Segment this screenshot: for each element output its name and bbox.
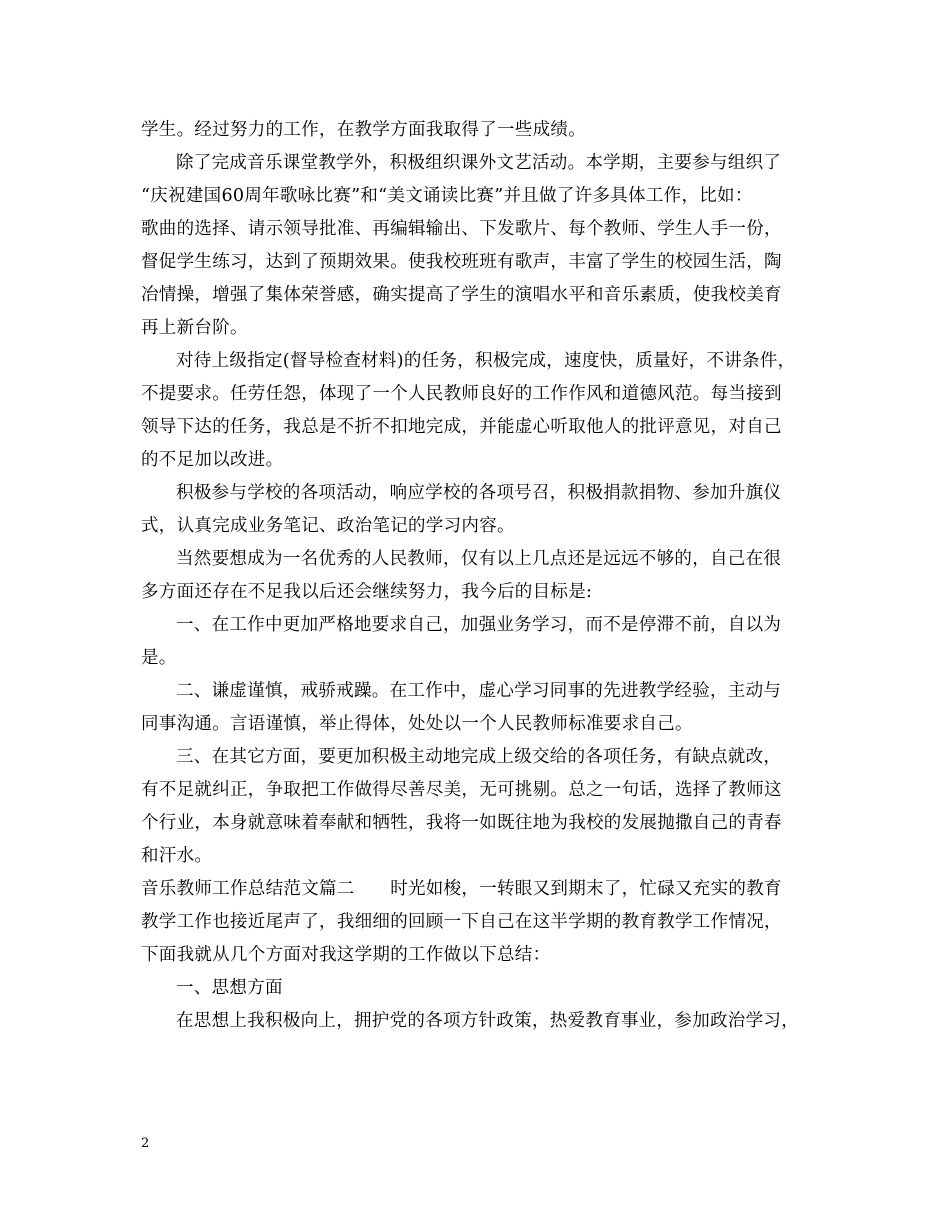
text-line: 不提要求。任劳任怨，体现了一个人民教师良好的工作作风和道德风范。每当接到 — [141, 384, 782, 404]
text-line: 是。 — [141, 648, 177, 668]
section-title-line: 音乐教师工作总结范文篇二 时光如梭，一转眼又到期末了，忙碌又充实的教育 — [141, 879, 782, 899]
text-line: “庆祝建国60周年歌咏比赛”和“美文诵读比赛”并且做了许多具体工作，比如： — [141, 186, 753, 206]
subheading-line: 一、思想方面 — [176, 978, 283, 998]
paragraph-first-line: 一、在工作中更加严格地要求自己，加强业务学习，而不是停滞不前，自以为 — [176, 615, 782, 635]
text-line: 冶情操，增强了集体荣誉感，确实提高了学生的演唱水平和音乐素质，使我校美育 — [141, 285, 782, 305]
page-number: 2 — [141, 1136, 150, 1151]
paragraph-first-line: 在思想上我积极向上，拥护党的各项方针政策，热爱教育事业，参加政治学习， — [176, 1011, 799, 1031]
text-line: 式，认真完成业务笔记、政治笔记的学习内容。 — [141, 516, 515, 536]
paragraph-first-line: 三、在其它方面，要更加积极主动地完成上级交给的各项任务，有缺点就改， — [176, 747, 782, 767]
text-line: 学生。经过努力的工作，在教学方面我取得了一些成绩。 — [141, 120, 586, 140]
paragraph-first-line: 对待上级指定(督导检查材料)的任务，积极完成，速度快，质量好，不讲条件， — [176, 351, 796, 371]
text-line: 再上新台阶。 — [141, 318, 248, 338]
paragraph-first-line: 积极参与学校的各项活动，响应学校的各项号召，积极捐款捐物、参加升旗仪 — [176, 483, 782, 503]
text-line: 教学工作也接近尾声了，我细细的回顾一下自己在这半学期的教育教学工作情况， — [141, 912, 782, 932]
paragraph-first-line: 二、谦虚谨慎，戒骄戒躁。在工作中，虚心学习同事的先进教学经验，主动与 — [176, 681, 782, 701]
paragraph-first-line: 当然要想成为一名优秀的人民教师，仅有以上几点还是远远不够的，自己在很 — [176, 549, 782, 569]
paragraph-first-line: 除了完成音乐课堂教学外，积极组织课外文艺活动。本学期，主要参与组织了 — [176, 153, 782, 173]
text-line: 有不足就纠正，争取把工作做得尽善尽美，无可挑剔。总之一句话，选择了教师这 — [141, 780, 782, 800]
text-line: 个行业，本身就意味着奉献和牺牲，我将一如既往地为我校的发展抛撒自己的青春 — [141, 813, 782, 833]
text-line: 下面我就从几个方面对我这学期的工作做以下总结： — [141, 945, 551, 965]
text-line: 同事沟通。言语谨慎，举止得体，处处以一个人民教师标准要求自己。 — [141, 714, 693, 734]
text-line: 的不足加以改进。 — [141, 450, 284, 470]
text-line: 歌曲的选择、请示领导批准、再编辑输出、下发歌片、每个教师、学生人手一份， — [141, 219, 782, 239]
text-line: 多方面还存在不足我以后还会继续努力，我今后的目标是: — [141, 582, 593, 602]
text-line: 督促学生练习，达到了预期效果。使我校班班有歌声，丰富了学生的校园生活，陶 — [141, 252, 782, 272]
text-line: 领导下达的任务，我总是不折不扣地完成，并能虚心听取他人的批评意见，对自己 — [141, 417, 782, 437]
text-line: 和汗水。 — [141, 846, 213, 866]
